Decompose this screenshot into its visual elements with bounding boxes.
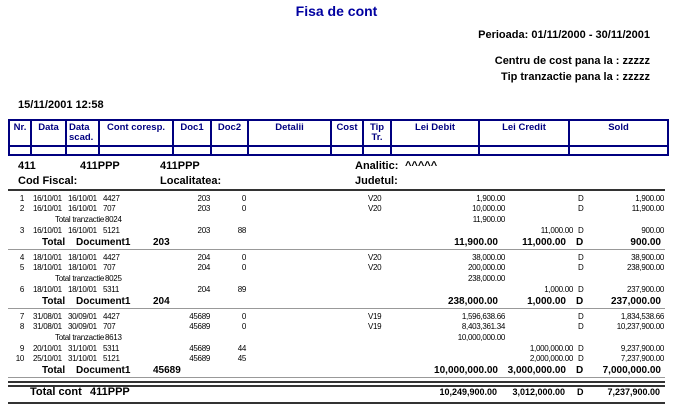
cost-center-filter-text: Centru de cost pana la : zzzzz xyxy=(494,55,650,67)
cell-sold: 38,900.00 xyxy=(631,253,664,262)
table-row xyxy=(8,253,665,263)
cell-doc1: 45689 xyxy=(189,322,210,331)
column-header-data: Data xyxy=(32,121,67,145)
cell-sold: 900.00 xyxy=(641,226,664,235)
grand-total-sold: 7,237,900.00 xyxy=(607,387,660,397)
column-header-spacer xyxy=(332,147,364,154)
doc-total-label: Total xyxy=(42,296,66,307)
column-header-spacer xyxy=(10,147,32,154)
cell-doc1: 45689 xyxy=(189,354,210,363)
cell-data-scad: 16/10/01 xyxy=(68,226,97,235)
cell-nr: 1 xyxy=(19,194,24,203)
doc-total-sold: 7,000,000.00 xyxy=(602,365,661,376)
cell-data-scad: 18/10/01 xyxy=(68,253,97,262)
cell-data: 16/10/01 xyxy=(33,194,62,203)
table-row xyxy=(8,285,665,295)
column-header-spacer xyxy=(249,147,332,154)
cell-doc2: 88 xyxy=(237,226,246,235)
transaction-type-filter-text: Tip tranzactie pana la : zzzzz xyxy=(501,71,650,83)
doc-total-label: Total xyxy=(42,237,66,248)
cell-nr: 9 xyxy=(19,344,24,353)
subtotal-label: Total tranzactie xyxy=(55,274,105,283)
table-header xyxy=(8,119,669,156)
cell-sold-flag: D xyxy=(578,354,584,363)
column-header-sold: Sold xyxy=(608,122,629,133)
cell-data: 18/10/01 xyxy=(33,285,62,294)
cell-doc2: 0 xyxy=(241,263,246,272)
cell-sold-flag: D xyxy=(578,263,584,272)
document-total-row xyxy=(8,236,665,250)
cell-cont-coresp: 4427 xyxy=(103,312,120,321)
cell-sold-flag: D xyxy=(578,312,584,321)
cell-sold: 1,900.00 xyxy=(635,194,664,203)
cell-nr: 8 xyxy=(19,322,24,331)
grand-total-sold-flag: D xyxy=(577,387,584,397)
transaction-subtotal-row xyxy=(8,332,665,344)
column-header-tip: Tip Tr. xyxy=(364,121,392,145)
cell-data-scad: 31/10/01 xyxy=(68,354,97,363)
doc-total-number: 204 xyxy=(153,296,170,307)
cell-nr: 5 xyxy=(19,263,24,272)
doc-total-credit: 11,000.00 xyxy=(522,237,566,248)
doc-total-number: 45689 xyxy=(153,365,181,376)
column-header-spacer xyxy=(32,147,67,154)
table-header-label-row xyxy=(10,121,667,147)
table-row xyxy=(8,204,665,214)
table-row xyxy=(8,226,665,236)
cell-cont-coresp: 707 xyxy=(103,322,116,331)
cell-lei-debit: 10,000.00 xyxy=(472,204,505,213)
cell-doc1: 204 xyxy=(197,253,210,262)
table-row xyxy=(8,344,665,354)
cell-doc1: 204 xyxy=(197,263,210,272)
subtotal-number: 8025 xyxy=(105,274,122,283)
cell-nr: 3 xyxy=(19,226,24,235)
analitic-value: ^^^^^ xyxy=(405,160,438,172)
cell-sold-flag: D xyxy=(578,285,584,294)
cell-doc1: 45689 xyxy=(189,344,210,353)
grand-total-account: 411PPP xyxy=(90,386,130,398)
cell-data-scad: 18/10/01 xyxy=(68,285,97,294)
cell-data-scad: 31/10/01 xyxy=(68,344,97,353)
cell-data-scad: 30/09/01 xyxy=(68,312,97,321)
period-text: Perioada: 01/11/2000 - 30/11/2001 xyxy=(478,29,650,41)
doc-total-debit: 238,000.00 xyxy=(447,296,498,307)
cell-tip-tr: V20 xyxy=(368,253,382,262)
cell-data-scad: 16/10/01 xyxy=(68,204,97,213)
table-body xyxy=(8,194,665,381)
account-analytic-code: 411PPP xyxy=(80,160,120,172)
cell-doc2: 44 xyxy=(237,344,246,353)
cell-cont-coresp: 5311 xyxy=(103,285,120,294)
cell-doc2: 0 xyxy=(241,204,246,213)
cell-doc2: 0 xyxy=(241,322,246,331)
cell-lei-debit: 38,000.00 xyxy=(472,253,505,262)
cell-data-scad: 18/10/01 xyxy=(68,263,97,272)
column-header-debit: Lei Debit xyxy=(392,121,480,145)
cell-data: 18/10/01 xyxy=(33,253,62,262)
column-header-scad: Data scad. xyxy=(67,121,100,145)
cell-sold-flag: D xyxy=(578,204,584,213)
cell-sold: 1,834,538.66 xyxy=(620,312,664,321)
grand-total-debit: 10,249,900.00 xyxy=(439,387,497,397)
transaction-subtotal-row xyxy=(8,214,665,226)
doc-total-sold-flag: D xyxy=(576,296,584,307)
cell-cont-coresp: 707 xyxy=(103,204,116,213)
cell-data: 18/10/01 xyxy=(33,263,62,272)
cell-nr: 2 xyxy=(19,204,24,213)
table-row xyxy=(8,263,665,273)
column-header-cost: Cost xyxy=(332,121,364,145)
column-header-spacer xyxy=(100,147,174,154)
column-header-spacer xyxy=(174,147,212,154)
cell-doc2: 0 xyxy=(241,253,246,262)
divider xyxy=(8,189,665,191)
cell-nr: 7 xyxy=(19,312,24,321)
doc-total-sold-flag: D xyxy=(576,365,584,376)
cell-doc1: 203 xyxy=(197,194,210,203)
analitic-label: Analitic: xyxy=(355,160,399,172)
cell-cont-coresp: 5121 xyxy=(103,226,120,235)
column-header-detalii: Detalii xyxy=(249,121,332,145)
print-timestamp: 15/11/2001 12:58 xyxy=(18,99,104,111)
cell-sold: 10,237,900.00 xyxy=(616,322,664,331)
cell-sold: 237,900.00 xyxy=(626,285,664,294)
cell-cont-coresp: 5121 xyxy=(103,354,120,363)
localitatea-label: Localitatea: xyxy=(160,175,222,187)
cell-data-scad: 16/10/01 xyxy=(68,194,97,203)
cell-data-scad: 30/09/01 xyxy=(68,322,97,331)
column-header-doc2: Doc2 xyxy=(212,121,249,145)
column-header-spacer xyxy=(364,147,392,154)
cell-cont-coresp: 4427 xyxy=(103,194,120,203)
cell-doc2: 0 xyxy=(241,194,246,203)
cell-nr: 6 xyxy=(19,285,24,294)
cell-sold-flag: D xyxy=(578,226,584,235)
table-row xyxy=(8,354,665,364)
document-total-row xyxy=(8,364,665,378)
cell-tip-tr: V20 xyxy=(368,204,382,213)
column-header-doc1: Doc1 xyxy=(174,121,212,145)
cell-nr: 4 xyxy=(19,253,24,262)
column-header-spacer xyxy=(212,147,249,154)
cell-lei-credit: 1,000,000.00 xyxy=(529,344,573,353)
doc-total-sold: 237,000.00 xyxy=(610,296,661,307)
subtotal-debit: 238,000.00 xyxy=(467,274,505,283)
column-header-spacer xyxy=(480,147,570,154)
doc-total-doc-label: Document1 xyxy=(76,365,131,376)
cell-data: 20/10/01 xyxy=(33,344,62,353)
subtotal-number: 8024 xyxy=(105,215,122,224)
cell-sold-flag: D xyxy=(578,322,584,331)
account-code: 411 xyxy=(18,160,36,172)
report-title: Fisa de cont xyxy=(295,3,378,19)
cell-doc1: 203 xyxy=(197,204,210,213)
cell-data: 16/10/01 xyxy=(33,226,62,235)
transaction-subtotal-row xyxy=(8,273,665,285)
doc-total-doc-label: Document1 xyxy=(76,296,131,307)
cell-sold-flag: D xyxy=(578,253,584,262)
column-header-nr: Nr. xyxy=(10,121,32,145)
doc-total-credit: 3,000,000.00 xyxy=(507,365,566,376)
cell-doc1: 45689 xyxy=(189,312,210,321)
cell-tip-tr: V20 xyxy=(368,194,382,203)
cell-lei-debit: 1,596,638.66 xyxy=(461,312,505,321)
column-header-spacer xyxy=(67,147,100,154)
cell-data: 31/08/01 xyxy=(33,322,62,331)
column-header-credit: Lei Credit xyxy=(480,121,570,145)
cell-sold: 238,900.00 xyxy=(626,263,664,272)
doc-total-doc-label: Document1 xyxy=(76,237,131,248)
doc-total-sold-flag: D xyxy=(576,237,584,248)
cell-tip-tr: V19 xyxy=(368,322,382,331)
doc-total-debit: 11,900.00 xyxy=(454,237,498,248)
cell-doc1: 204 xyxy=(197,285,210,294)
cell-data: 16/10/01 xyxy=(33,204,62,213)
doc-total-sold: 900.00 xyxy=(630,237,661,248)
table-header-blank-row xyxy=(10,147,667,154)
document-total-row xyxy=(8,295,665,309)
table-row xyxy=(8,322,665,332)
cell-doc2: 45 xyxy=(237,354,246,363)
cell-lei-credit: 1,000.00 xyxy=(544,285,573,294)
grand-total-credit: 3,012,000.00 xyxy=(512,387,565,397)
grand-total-row xyxy=(8,386,665,399)
doc-total-label: Total xyxy=(42,365,66,376)
cell-lei-credit: 11,000.00 xyxy=(540,226,573,235)
cell-doc2: 89 xyxy=(237,285,246,294)
subtotal-debit: 11,900.00 xyxy=(472,215,505,224)
cell-sold-flag: D xyxy=(578,344,584,353)
grand-total-label: Total cont xyxy=(30,386,82,398)
subtotal-debit: 10,000,000.00 xyxy=(457,333,505,342)
cell-data: 31/08/01 xyxy=(33,312,62,321)
cell-cont-coresp: 4427 xyxy=(103,253,120,262)
cell-data: 25/10/01 xyxy=(33,354,62,363)
cell-tip-tr: V19 xyxy=(368,312,382,321)
judetul-label: Judetul: xyxy=(355,175,398,187)
subtotal-number: 8613 xyxy=(105,333,122,342)
cell-sold: 11,900.00 xyxy=(631,204,664,213)
table-row xyxy=(8,194,665,204)
cell-tip-tr: V20 xyxy=(368,263,382,272)
divider xyxy=(8,402,665,404)
cell-doc2: 0 xyxy=(241,312,246,321)
cell-lei-debit: 8,403,361.34 xyxy=(461,322,505,331)
cell-sold: 9,237,900.00 xyxy=(620,344,664,353)
cell-sold-flag: D xyxy=(578,194,584,203)
cell-cont-coresp: 707 xyxy=(103,263,116,272)
table-row xyxy=(8,312,665,322)
cell-lei-debit: 200,000.00 xyxy=(467,263,505,272)
doc-total-debit: 10,000,000.00 xyxy=(434,365,498,376)
account-coresp-code: 411PPP xyxy=(160,160,200,172)
cell-cont-coresp: 5311 xyxy=(103,344,120,353)
subtotal-label: Total tranzactie xyxy=(55,215,105,224)
column-header-spacer xyxy=(570,147,667,154)
cell-nr: 10 xyxy=(15,354,24,363)
cell-lei-credit: 2,000,000.00 xyxy=(529,354,573,363)
doc-total-number: 203 xyxy=(153,237,170,248)
column-header-spacer xyxy=(392,147,480,154)
subtotal-label: Total tranzactie xyxy=(55,333,105,342)
cod-fiscal-label: Cod Fiscal: xyxy=(18,175,78,187)
column-header-cont: Cont coresp. xyxy=(100,121,174,145)
cell-lei-debit: 1,900.00 xyxy=(476,194,505,203)
cell-sold: 7,237,900.00 xyxy=(620,354,664,363)
divider xyxy=(8,381,665,383)
cell-doc1: 203 xyxy=(197,226,210,235)
doc-total-credit: 1,000.00 xyxy=(527,296,566,307)
